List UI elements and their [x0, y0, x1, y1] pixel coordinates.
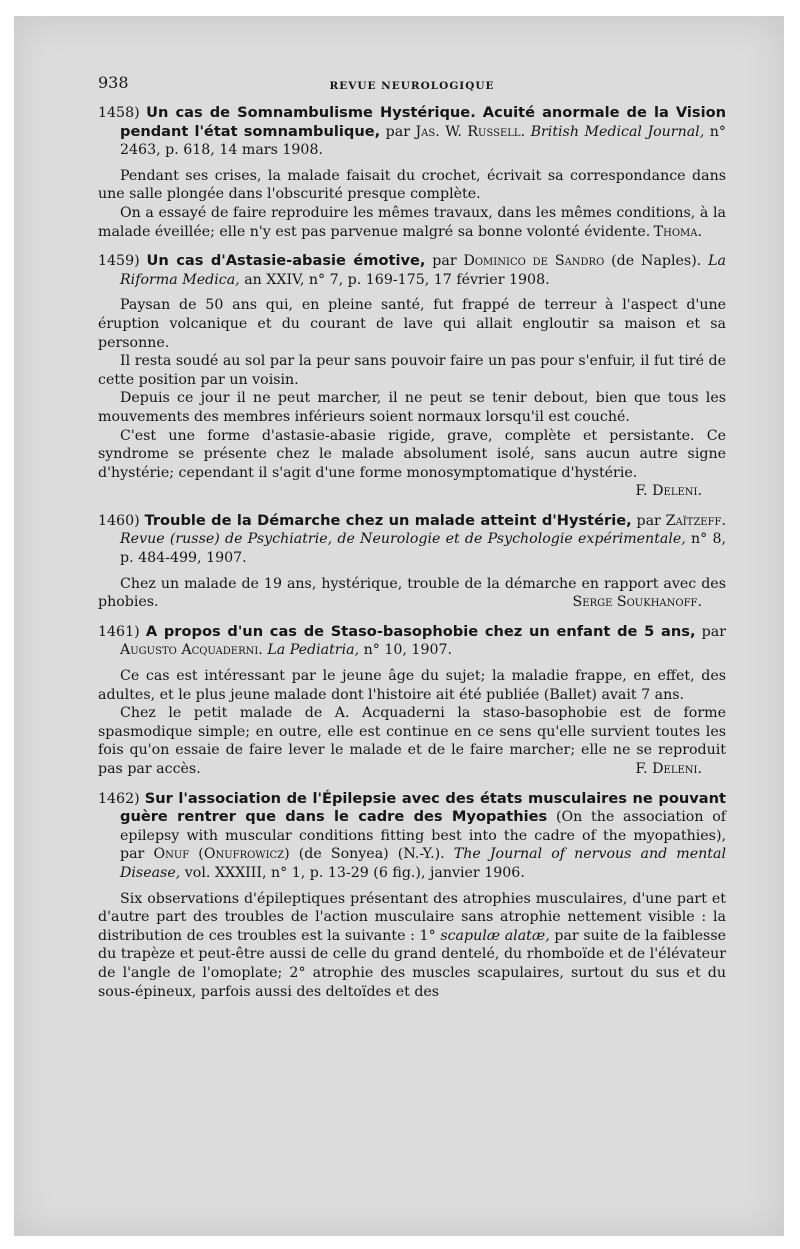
paragraph: Ce cas est intéressant par le jeune âge du sujet; la maladie frappe, en effet, des adultes, et le plus jeune malade dont l'histoire ait été publiée (Ballet) avait 7 ans. — [98, 668, 726, 703]
entry-journal: La Riforma Medica, — [120, 253, 726, 288]
entry-reference: n° 2463, p. 618, 14 mars 1908. — [120, 123, 726, 159]
paragraph: C'est une forme d'astasie-abasie rigide, grave, complète et persistante. Ce syndrome se présente chez le malade absolument isolé, sans aucun autre signe d'hystérie; cependant il s'agit d'une forme monosymptomatique d'hystérie. — [98, 427, 726, 481]
entry-author: Onuf (Onufrowicz) — [153, 846, 290, 863]
page-number: 938 — [98, 73, 129, 92]
paragraph: Chez un malade de 19 ans, hystérique, trouble de la démarche en rapport avec des phobies. — [98, 575, 726, 611]
abstract-entry — [98, 790, 726, 1002]
running-head — [98, 74, 726, 100]
entry-author: Jas. W. Russell. — [415, 123, 526, 140]
page-content — [98, 74, 726, 1012]
entry-author: Dominico de Sandro — [463, 253, 605, 270]
entry-journal: British Medical Journal, — [525, 123, 705, 140]
entry-place: (de Naples). — [604, 253, 709, 270]
paragraph: Depuis ce jour il ne peut marcher, il ne peut se tenir debout, bien que tous les mouvements des membres inférieurs soient normaux lorsqu'il est couché. — [98, 390, 726, 425]
entry-heading: 1458) Un cas de Somnambulisme Hystérique. Acuité anormale de la Vision pendant l'état somnambulique, par Jas. W. Russell. British Medical Journal, n° 2463, p. 618, 14 mars 1908. — [98, 104, 727, 159]
entry-heading: 1461) A propos d'un cas de Staso-basophobie chez un enfant de 5 ans, par Augusto Acquaderni. La Pediatria, n° 10, 1907. — [98, 622, 726, 659]
entry-reference: n° 10, 1907. — [359, 642, 453, 659]
journal-title: REVUE NEUROLOGIQUE — [329, 80, 495, 92]
signature: Thoma. — [653, 223, 702, 240]
entry-journal: La Pediatria, — [262, 642, 360, 659]
entry-number: 1462) — [98, 790, 140, 807]
entry-title: Trouble de la Démarche chez un malade atteint d'Hystérie, — [144, 511, 632, 529]
paragraph: Il resta soudé au sol par la peur sans pouvoir faire un pas pour s'enfuir, il fut tiré de cette position par un voisin. — [98, 353, 726, 388]
entry-heading: 1460) Trouble de la Démarche chez un malade atteint d'Hystérie, par Zaïtzeff. Revue (russe) de Psychiatrie, de Neurologie et de Psychologie expérimentale, n° 8, p. 484-499, 1907. — [98, 511, 726, 567]
entry-number: 1459) — [98, 253, 140, 270]
entry-title: Un cas de Somnambulisme Hystérique. Acuité anormale de la Vision pendant l'état somnambulique, — [120, 104, 727, 140]
paragraph: Paysan de 50 ans qui, en pleine santé, fut frappé de terreur à l'aspect d'une éruption volcanique et du courant de lave qui allait engloutir sa maison et sa personne. — [98, 297, 726, 351]
entry-journal: The Journal of nervous and mental Disease, — [120, 846, 726, 881]
abstract-entry — [98, 252, 726, 501]
paragraph: On a essayé de faire reproduire les mêmes travaux, dans les mêmes conditions, à la malade éveillée; elle n'y est pas parvenue malgré sa bonne volonté évidente. — [98, 204, 726, 240]
entry-title: A propos d'un cas de Staso-basophobie chez un enfant de 5 ans, — [145, 622, 696, 640]
entry-author: Zaïtzeff. — [665, 512, 726, 529]
abstract-entry — [98, 512, 726, 612]
entry-reference: an XXIV, n° 7, p. 169-175, 17 février 1908. — [239, 271, 550, 288]
entry-title: Un cas d'Astasie-abasie émotive, — [146, 252, 426, 270]
entry-subtitle: (On the association of epilepsy with muscular conditions fitting best into the cadre of the myopathies), par — [120, 809, 726, 863]
entry-author: Augusto Acquaderni. — [120, 642, 263, 659]
signature: F. Deleni. — [635, 483, 702, 500]
entry-place: (de Sonyea) (N.-Y.). — [289, 846, 454, 863]
scanned-page — [14, 16, 784, 1236]
entry-number: 1461) — [98, 623, 140, 640]
entry-title: Sur l'association de l'Épilepsie avec des états musculaires ne pouvant guère rentrer que dans le cadre des Myopathies — [120, 789, 727, 826]
signature: Serge Soukhanoff. — [572, 594, 702, 611]
entry-number: 1458) — [98, 105, 140, 121]
entry-number: 1460) — [98, 512, 140, 529]
paragraph: Pendant ses crises, la malade faisait du crochet, écrivait sa correspondance dans une salle plongée dans l'obscurité presque complète. — [98, 167, 726, 203]
entry-reference: vol. XXXIII, n° 1, p. 13-29 (6 fig.), janvier 1906. — [180, 864, 525, 881]
entry-reference: n° 8, p. 484-499, 1907. — [120, 531, 726, 567]
paragraph: Six observations d'épileptiques présentant des atrophies musculaires, d'une part et d'autre part des troubles de l'action musculaire sans atrophie nettement visible : la distribution de ces troubles est la suivante : 1° scapulæ alatæ, par suite de la faiblesse du trapèze et peut-être aussi de celle du grand dentelé, du rhomboïde et de l'élévateur de l'angle de l'omoplate; 2° atrophie des muscles scapulaires, surtout du sus et du sous-épineux, parfois aussi des deltoïdes et des — [98, 890, 726, 1000]
entry-journal: Revue (russe) de Psychiatrie, de Neurologie et de Psychologie expérimentale, — [120, 531, 686, 548]
abstract-entry — [98, 104, 726, 241]
entry-heading: 1459) Un cas d'Astasie-abasie émotive, par Dominico de Sandro (de Naples). La Riforma Medica, an XXIV, n° 7, p. 169-175, 17 février 1908. — [98, 252, 726, 288]
abstract-entry — [98, 623, 726, 779]
signature: F. Deleni. — [635, 761, 702, 777]
entry-heading — [98, 790, 726, 883]
paragraph: Chez le petit malade de A. Acquaderni la staso-basophobie est de forme spasmodique simple; en outre, elle est continue en ce sens qu'elle survient toutes les fois qu'on essaie de faire lever le malade et de le faire marcher; elle ne se reproduit pas par accès. — [98, 705, 726, 777]
